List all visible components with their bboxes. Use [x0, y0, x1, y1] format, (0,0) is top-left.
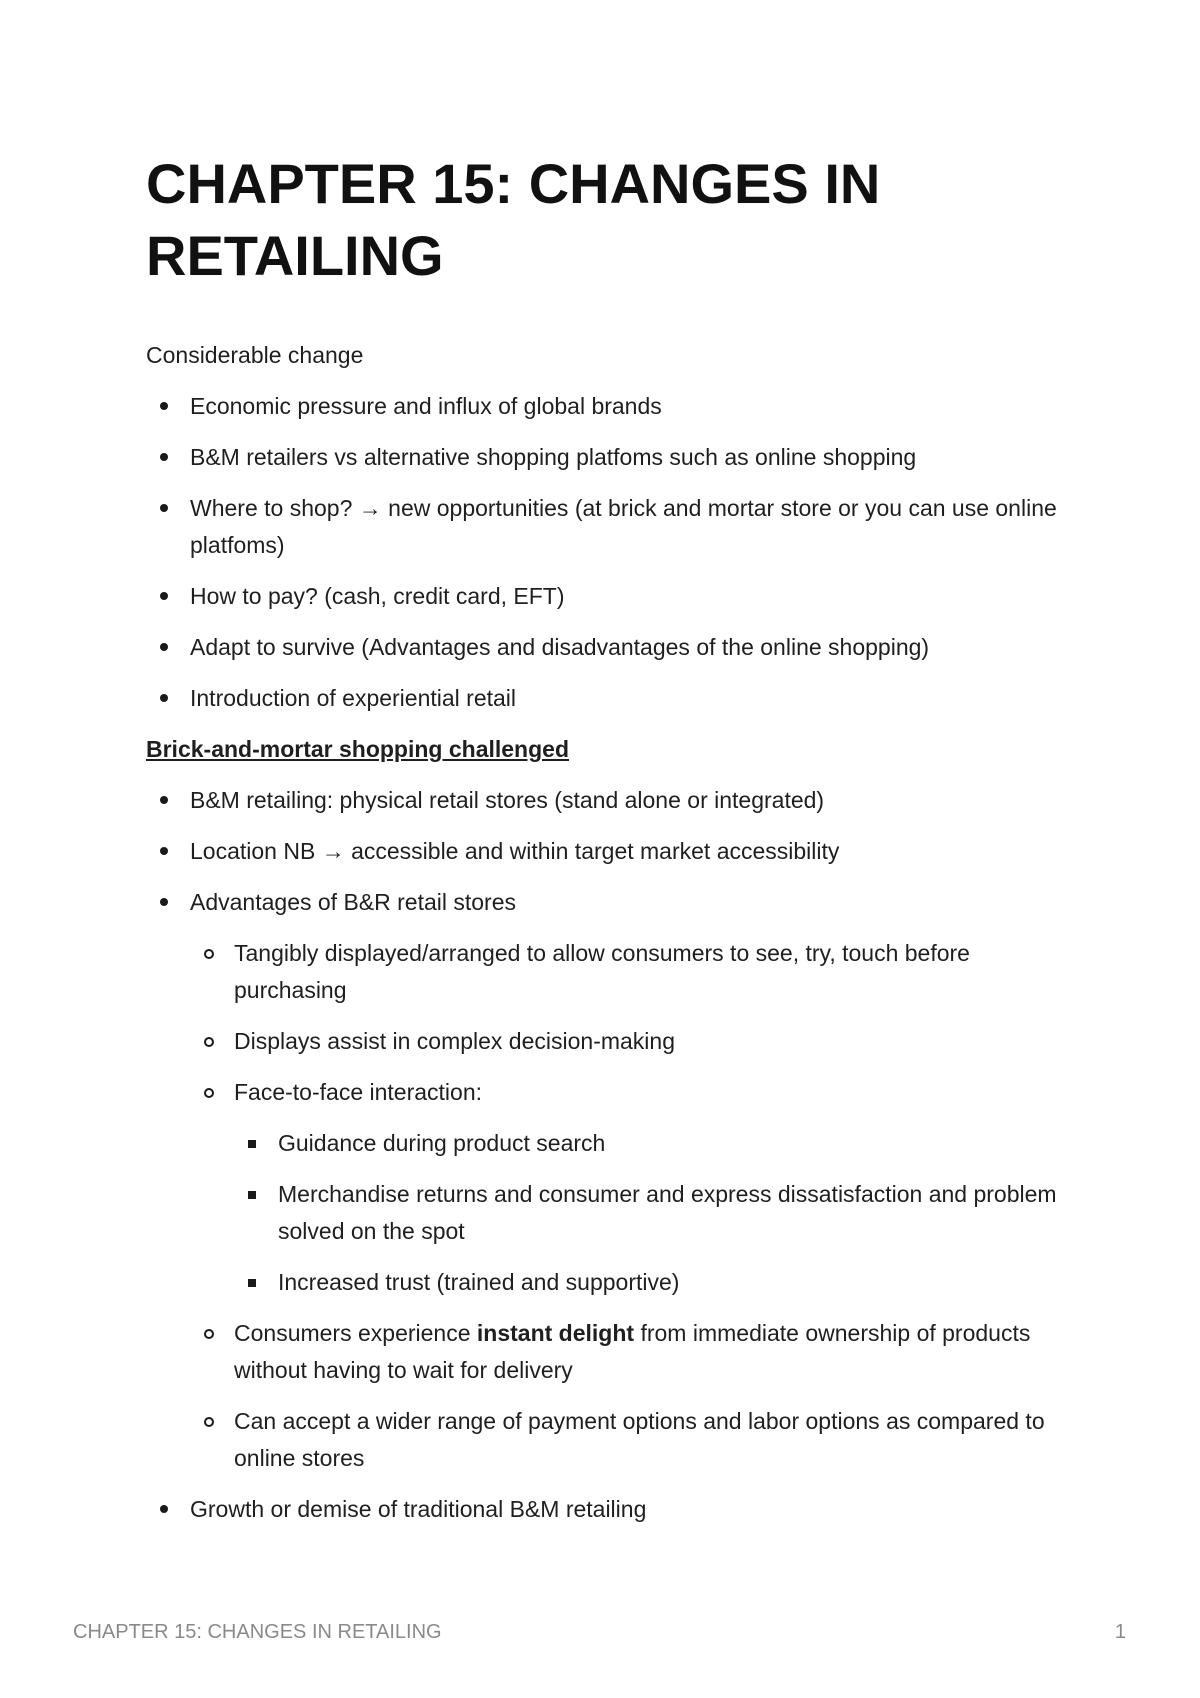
list-item	[234, 1176, 1066, 1250]
bullet-dot-icon	[160, 592, 168, 600]
bullet-dot-icon	[160, 504, 168, 512]
bullet-dot-icon	[160, 453, 168, 461]
list-item	[234, 1264, 1066, 1301]
list-item	[146, 1491, 1066, 1528]
list-item-text: Growth or demise of traditional B&M retailing	[190, 1496, 647, 1522]
bullet-dot-icon	[160, 847, 168, 855]
face-to-face-list	[234, 1125, 1066, 1301]
document-body	[146, 337, 1066, 1542]
list-item	[190, 1074, 1066, 1301]
bullet-dot-icon	[160, 694, 168, 702]
list-item-text: Where to shop? → new opportunities (at brick and mortar store or you can use online platfoms)	[190, 495, 1057, 558]
list-item	[190, 1315, 1066, 1389]
list-item-text: Introduction of experiential retail	[190, 685, 517, 711]
bullet-ring-icon	[204, 1417, 214, 1427]
bullet-square-icon	[248, 1140, 256, 1148]
bullet-dot-icon	[160, 643, 168, 651]
list-item-text: Economic pressure and influx of global brands	[190, 393, 662, 419]
list-item-text: Advantages of B&R retail stores	[190, 889, 516, 915]
list-item	[146, 833, 1066, 870]
bullet-ring-icon	[204, 949, 214, 959]
list-item	[146, 782, 1066, 819]
bullet-dot-icon	[160, 1505, 168, 1513]
emphasis-text: instant delight	[476, 1320, 635, 1346]
list-item-text: B&M retailing: physical retail stores (stand alone or integrated)	[190, 787, 825, 813]
list-item	[190, 935, 1066, 1009]
bullet-dot-icon	[160, 796, 168, 804]
list-item-text: Face-to-face interaction:	[234, 1079, 483, 1105]
list-item-text: How to pay? (cash, credit card, EFT)	[190, 583, 565, 609]
page-title: CHAPTER 15: CHANGES IN RETAILING	[146, 152, 881, 287]
list-item-text: Adapt to survive (Advantages and disadvantages of the online shopping)	[190, 634, 930, 660]
list-item	[146, 680, 1066, 717]
footer-title: CHAPTER 15: CHANGES IN RETAILING	[73, 1621, 442, 1643]
bullet-ring-icon	[204, 1037, 214, 1047]
list-item-text: B&M retailers vs alternative shopping platfoms such as online shopping	[190, 444, 917, 470]
intro-paragraph: Considerable change	[146, 342, 364, 368]
bullet-square-icon	[248, 1279, 256, 1287]
advantages-list	[190, 935, 1066, 1477]
bullet-dot-icon	[160, 898, 168, 906]
list-item	[146, 578, 1066, 615]
intro-list	[146, 388, 1066, 717]
text-run: Consumers experience	[234, 1320, 477, 1346]
list-item	[146, 884, 1066, 1477]
list-item	[146, 439, 1066, 476]
section-list	[146, 782, 1066, 1528]
bullet-square-icon	[248, 1191, 256, 1199]
text-run: from immediate ownership of products without having to wait for delivery	[234, 1320, 1031, 1383]
list-item	[146, 490, 1066, 564]
list-item-text: Tangibly displayed/arranged to allow consumers to see, try, touch before purchasing	[234, 940, 970, 1003]
list-item-text: Increased trust (trained and supportive)	[278, 1269, 680, 1295]
bullet-ring-icon	[204, 1088, 214, 1098]
list-item	[146, 629, 1066, 666]
list-item-text: Can accept a wider range of payment options and labor options as compared to online stores	[234, 1408, 1045, 1471]
list-item-text: Location NB → accessible and within target market accessibility	[190, 838, 840, 864]
list-item	[234, 1125, 1066, 1162]
bullet-dot-icon	[160, 402, 168, 410]
page-number: 1	[1114, 1621, 1126, 1643]
list-item-text: Merchandise returns and consumer and express dissatisfaction and problem solved on the spot	[278, 1181, 1057, 1244]
list-item-text: Displays assist in complex decision-making	[234, 1028, 675, 1054]
list-item-text: Guidance during product search	[278, 1130, 606, 1156]
list-item-text-a4	[234, 1320, 1030, 1383]
section-heading: Brick-and-mortar shopping challenged	[146, 736, 569, 762]
list-item	[146, 388, 1066, 425]
list-item	[190, 1403, 1066, 1477]
list-item	[190, 1023, 1066, 1060]
bullet-ring-icon	[204, 1329, 214, 1339]
